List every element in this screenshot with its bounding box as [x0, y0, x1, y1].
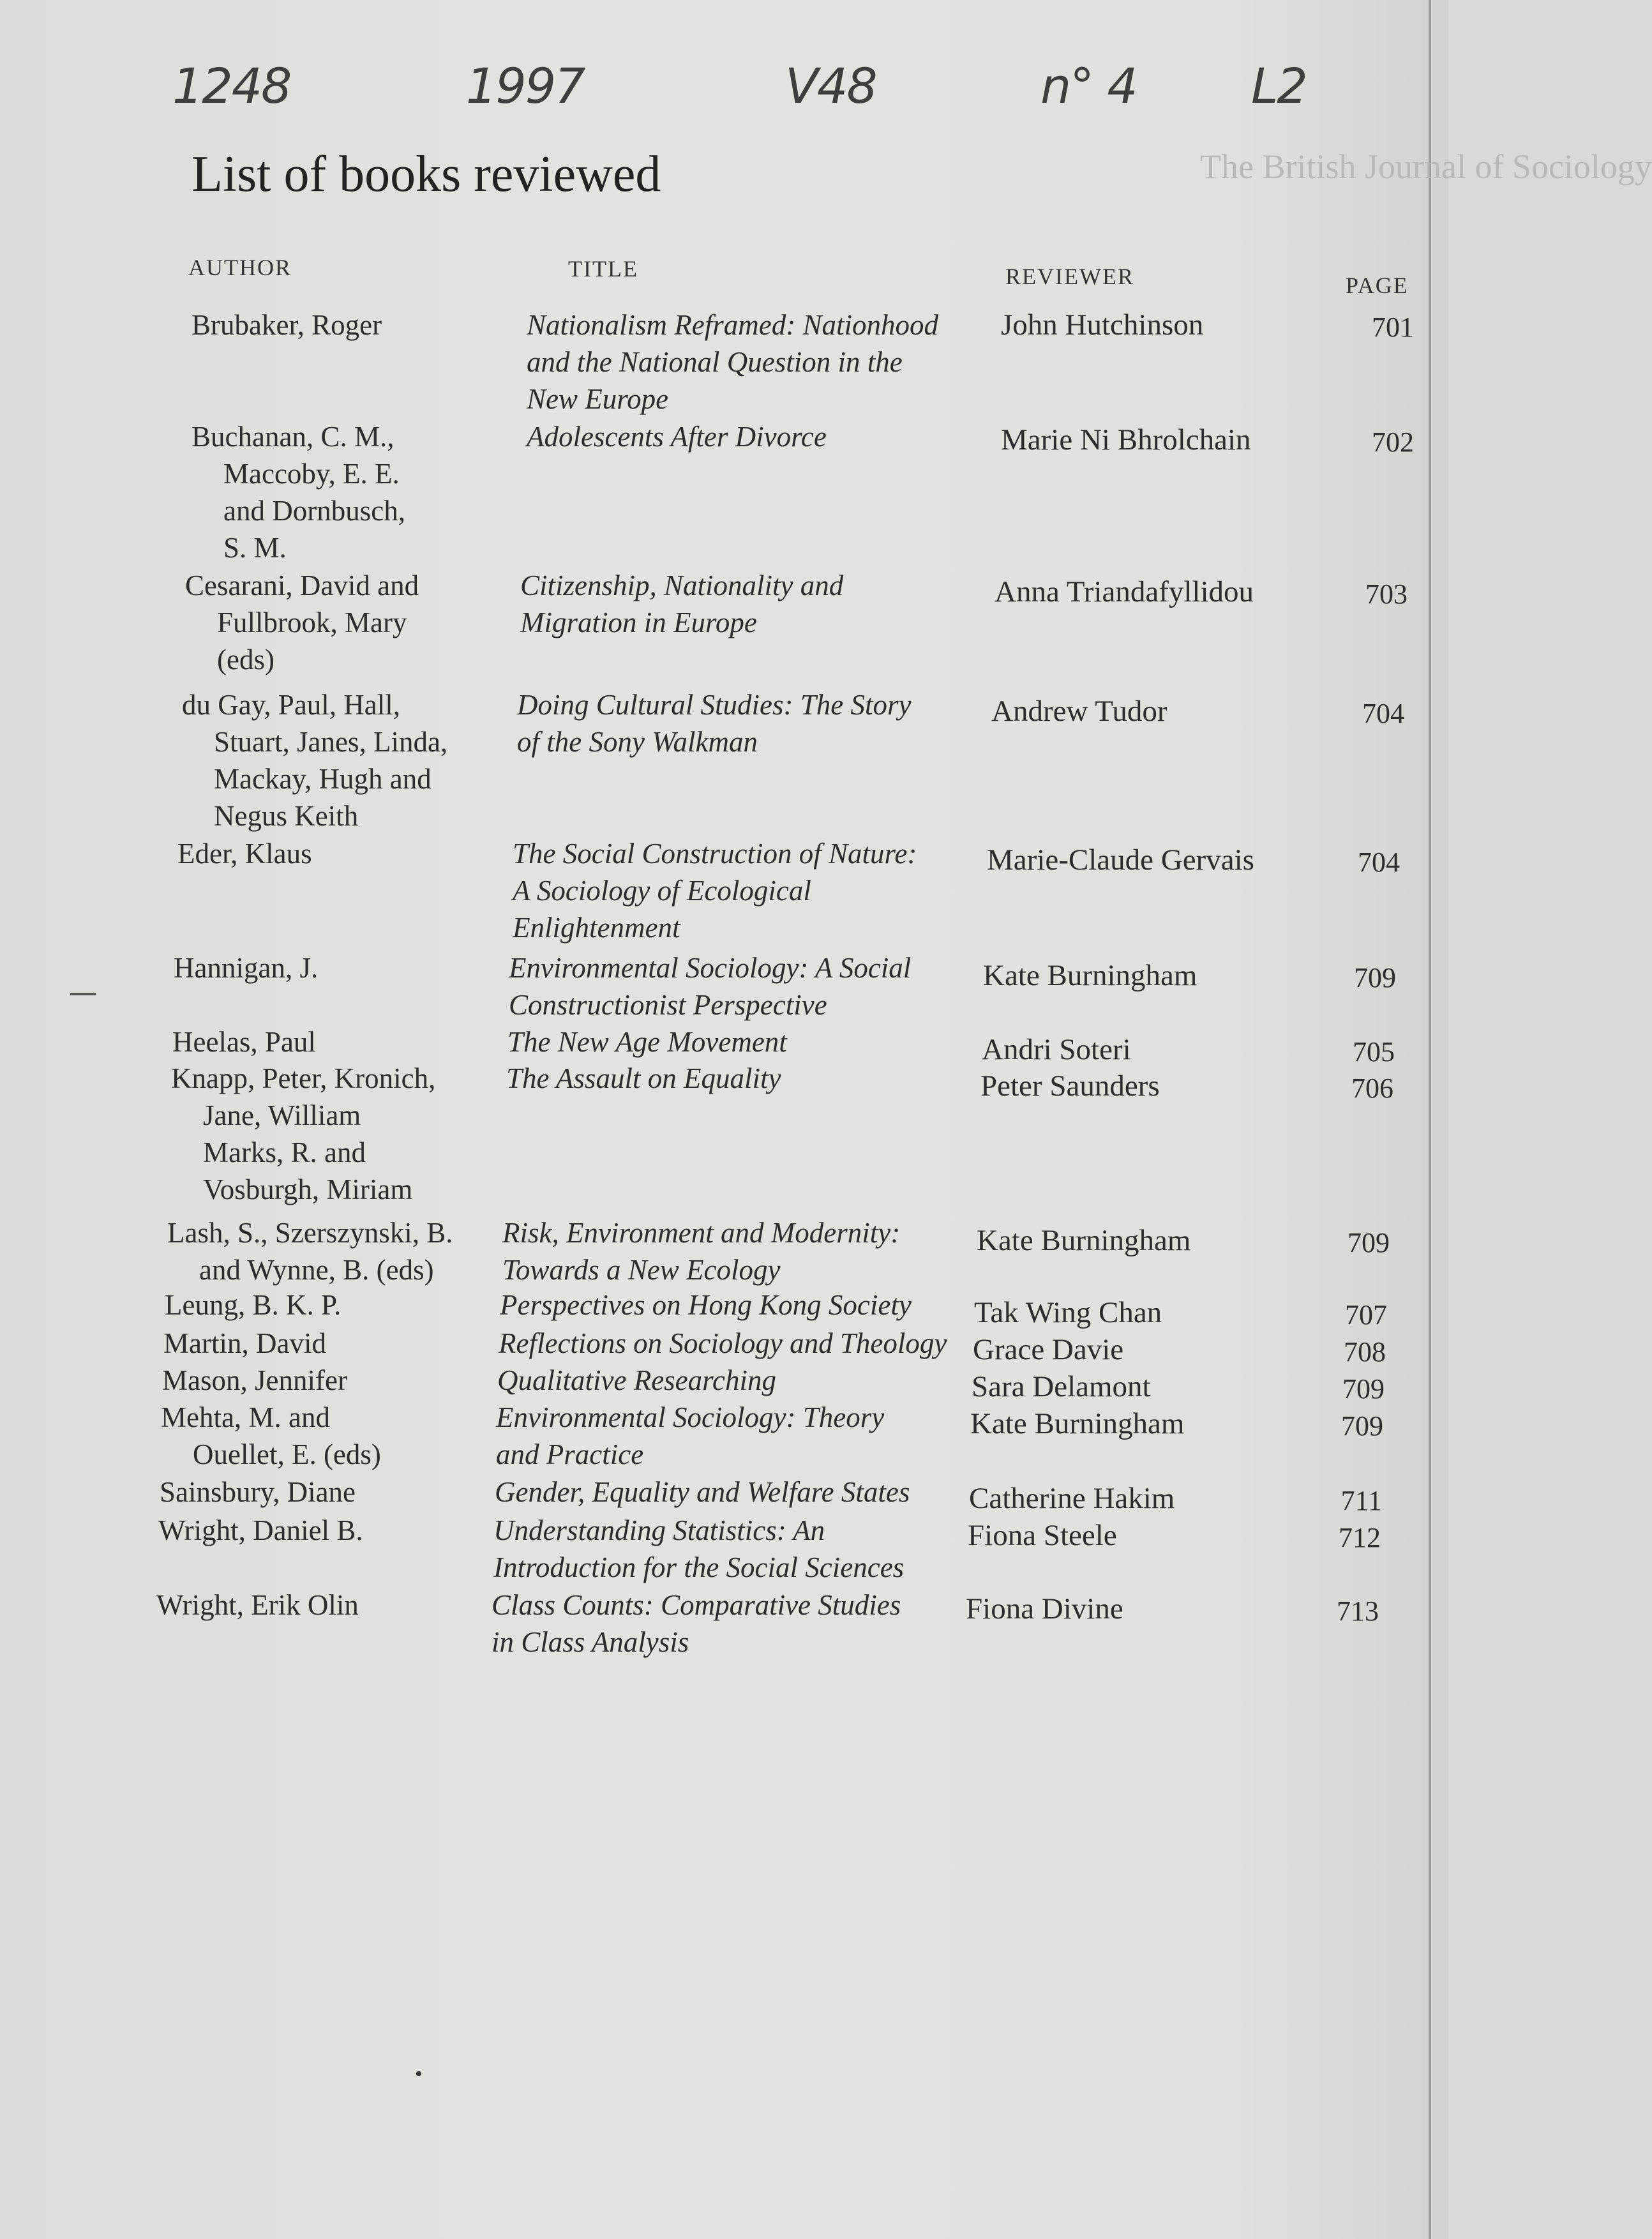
author-line: Knapp, Peter, Kronich,	[171, 1062, 436, 1094]
author-line: and Wynne, B. (eds)	[199, 1254, 434, 1286]
title-line: Class Counts: Comparative Studies	[492, 1589, 901, 1621]
reviewer-cell: Anna Triandafyllidou	[995, 575, 1254, 608]
title-cell	[495, 1474, 967, 1511]
page-number-cell: 704	[1358, 847, 1400, 878]
column-header-reviewer: REVIEWER	[1005, 264, 1134, 289]
reviewer-cell: Sara Delamont	[972, 1370, 1151, 1403]
title-line: Adolescents After Divorce	[527, 421, 827, 453]
page-number-cell: 712	[1339, 1522, 1381, 1553]
page-edge-shadow	[1429, 0, 1431, 2239]
title-line: in Class Analysis	[492, 1626, 689, 1658]
bleed-through-text: The British Journal of Sociology	[1200, 147, 1652, 186]
title-line: Nationalism Reframed: Nationhood	[527, 309, 938, 341]
reviewer-cell: Fiona Divine	[966, 1592, 1123, 1625]
title-line: Migration in Europe	[520, 607, 757, 638]
title-cell	[513, 835, 985, 946]
page-number-cell: 705	[1353, 1036, 1395, 1067]
title-line: Environmental Sociology: A Social	[509, 952, 912, 984]
title-cell	[527, 418, 999, 455]
title-cell	[507, 1023, 980, 1060]
page-number-cell: 708	[1344, 1336, 1386, 1368]
title-line: Reflections on Sociology and Theology	[499, 1327, 947, 1359]
author-line: Hannigan, J.	[174, 952, 319, 984]
reviewer-cell: Kate Burningham	[977, 1224, 1191, 1257]
author-cell	[161, 1399, 493, 1473]
author-cell	[182, 686, 514, 834]
column-header-author: AUTHOR	[188, 255, 292, 280]
author-line: Stuart, Janes, Linda,	[214, 726, 448, 758]
reviewer-cell: Peter Saunders	[980, 1069, 1160, 1103]
title-line: Citizenship, Nationality and	[520, 569, 844, 601]
page-number-cell: 711	[1340, 1485, 1382, 1516]
author-cell	[160, 1474, 492, 1511]
title-cell	[493, 1512, 966, 1586]
author-line: Mackay, Hugh and	[214, 763, 432, 795]
title-line: and Practice	[496, 1438, 644, 1470]
reviewer-cell: Tak Wing Chan	[974, 1296, 1162, 1329]
title-cell	[506, 1060, 979, 1097]
author-line: Vosburgh, Miriam	[203, 1173, 413, 1205]
author-line: Martin, David	[163, 1327, 326, 1359]
handwritten-note-2: 1997	[466, 57, 585, 114]
author-line: Leung, B. K. P.	[165, 1289, 342, 1321]
author-cell	[191, 306, 523, 343]
ink-speck	[416, 2071, 421, 2076]
author-cell	[177, 835, 509, 872]
page-number-cell: 703	[1365, 578, 1408, 610]
page-number-cell: 713	[1337, 1595, 1379, 1627]
title-line: Understanding Statistics: An	[493, 1514, 825, 1546]
author-line: and Dornbusch,	[223, 495, 405, 527]
author-line: S. M.	[223, 532, 287, 564]
handwritten-note-3: V48	[785, 57, 876, 114]
page-title: List of books reviewed	[191, 146, 661, 202]
author-line: Negus Keith	[214, 800, 359, 832]
reviewer-cell: Marie-Claude Gervais	[987, 843, 1254, 877]
page-number-cell: 709	[1354, 962, 1396, 993]
title-line: Constructionist Perspective	[509, 989, 827, 1021]
column-header-title: TITLE	[568, 256, 638, 282]
author-line: Marks, R. and	[203, 1136, 366, 1168]
author-cell	[158, 1512, 490, 1549]
author-cell	[165, 1286, 497, 1323]
author-line: Wright, Erik Olin	[156, 1589, 359, 1621]
title-line: Perspectives on Hong Kong Society	[500, 1289, 912, 1321]
title-line: Environmental Sociology: Theory	[496, 1401, 885, 1433]
author-line: Lash, S., Szerszynski, B.	[167, 1217, 453, 1249]
title-cell	[496, 1399, 968, 1473]
title-line: The Assault on Equality	[506, 1062, 781, 1094]
title-cell	[520, 567, 993, 641]
reviewer-cell: Marie Ni Bhrolchain	[1001, 423, 1251, 456]
author-line: Fullbrook, Mary	[217, 607, 407, 638]
title-line: Risk, Environment and Modernity:	[502, 1217, 901, 1249]
title-cell	[492, 1587, 964, 1661]
author-cell	[162, 1362, 494, 1399]
title-cell	[509, 949, 981, 1023]
reviewer-cell: John Hutchinson	[1001, 308, 1204, 342]
author-line: Buchanan, C. M.,	[191, 421, 394, 453]
column-header-page: PAGE	[1346, 273, 1409, 298]
page-number-cell: 704	[1362, 698, 1404, 729]
reviewer-cell: Grace Davie	[973, 1333, 1124, 1366]
author-line: Wright, Daniel B.	[158, 1514, 363, 1546]
author-cell	[167, 1214, 499, 1288]
reviewer-cell: Andri Soteri	[982, 1033, 1131, 1066]
author-line: du Gay, Paul, Hall,	[182, 689, 401, 721]
author-line: Mehta, M. and	[161, 1401, 330, 1433]
title-line: and the National Question in the	[527, 346, 903, 378]
author-cell	[163, 1325, 495, 1362]
title-cell	[517, 686, 989, 760]
title-cell	[502, 1214, 975, 1288]
author-line: Mason, Jennifer	[162, 1364, 347, 1396]
handwritten-note-4: n° 4	[1040, 57, 1137, 114]
reviewer-cell: Catherine Hakim	[969, 1482, 1175, 1515]
author-line: Ouellet, E. (eds)	[193, 1438, 381, 1470]
handwritten-note-1: 1248	[172, 57, 291, 114]
page-number-cell: 706	[1351, 1073, 1393, 1104]
margin-mark	[70, 993, 96, 995]
author-cell	[174, 949, 506, 986]
author-cell	[156, 1587, 488, 1624]
handwritten-note-5: L2	[1251, 57, 1307, 114]
author-line: Eder, Klaus	[177, 838, 312, 870]
author-line: Cesarani, David and	[185, 569, 419, 601]
page-number-cell: 701	[1372, 312, 1414, 343]
title-line: Enlightenment	[513, 912, 680, 944]
page-number-cell: 709	[1341, 1410, 1383, 1442]
reviewer-cell: Kate Burningham	[970, 1407, 1185, 1440]
title-line: Introduction for the Social Sciences	[493, 1551, 905, 1583]
title-line: Gender, Equality and Welfare States	[495, 1476, 910, 1508]
title-line: New Europe	[527, 383, 669, 415]
author-line: Maccoby, E. E.	[223, 458, 400, 490]
title-cell	[499, 1325, 971, 1362]
title-line: Doing Cultural Studies: The Story	[517, 689, 912, 721]
title-cell	[500, 1286, 972, 1323]
page-number-cell: 702	[1372, 426, 1414, 458]
title-line: of the Sony Walkman	[517, 726, 758, 758]
author-cell	[172, 1023, 504, 1060]
author-line: Heelas, Paul	[172, 1026, 316, 1058]
author-cell	[185, 567, 517, 678]
author-line: (eds)	[217, 644, 274, 675]
title-line: A Sociology of Ecological	[513, 875, 811, 907]
page-number-cell: 707	[1345, 1299, 1387, 1331]
author-line: Sainsbury, Diane	[160, 1476, 356, 1508]
page-number-cell: 709	[1342, 1373, 1385, 1405]
reviewer-cell: Kate Burningham	[983, 959, 1198, 992]
title-line: Towards a New Ecology	[502, 1254, 781, 1286]
title-line: The New Age Movement	[507, 1026, 787, 1058]
title-line: The Social Construction of Nature:	[513, 838, 917, 870]
author-cell	[191, 418, 523, 566]
title-cell	[497, 1362, 970, 1399]
author-cell	[171, 1060, 503, 1208]
page-number-cell: 709	[1348, 1227, 1390, 1258]
reviewer-cell: Fiona Steele	[968, 1519, 1117, 1552]
reviewer-cell: Andrew Tudor	[991, 695, 1168, 728]
title-cell	[527, 306, 999, 418]
title-line: Qualitative Researching	[497, 1364, 776, 1396]
author-line: Jane, William	[203, 1099, 361, 1131]
author-line: Brubaker, Roger	[191, 309, 382, 341]
